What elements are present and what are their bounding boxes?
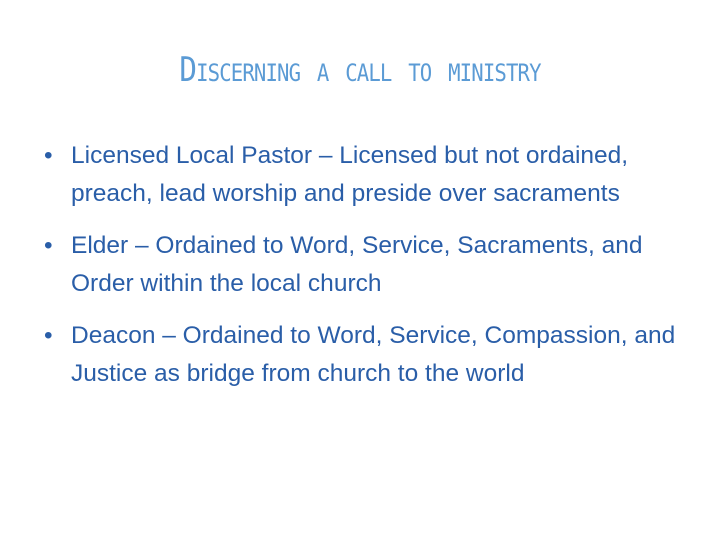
bullet-list	[44, 137, 694, 407]
bullet-text: Licensed Local Pastor – Licensed but not ordained, preach, lead worship and preside over sacraments	[71, 142, 629, 207]
bullet-dot-icon: •	[44, 142, 53, 169]
bullet-dot-icon: •	[44, 322, 53, 349]
slide-title: Discerning a call to ministry	[179, 50, 541, 90]
bullet-item-elder	[44, 227, 694, 303]
bullet-dot-icon: •	[44, 232, 53, 259]
bullet-text: Deacon – Ordained to Word, Service, Compassion, and Justice as bridge from church to the world	[71, 322, 676, 387]
bullet-text: Elder – Ordained to Word, Service, Sacraments, and Order within the local church	[71, 232, 643, 297]
bullet-item-deacon	[44, 317, 694, 393]
bullet-item-licensed-local-pastor	[44, 137, 694, 213]
